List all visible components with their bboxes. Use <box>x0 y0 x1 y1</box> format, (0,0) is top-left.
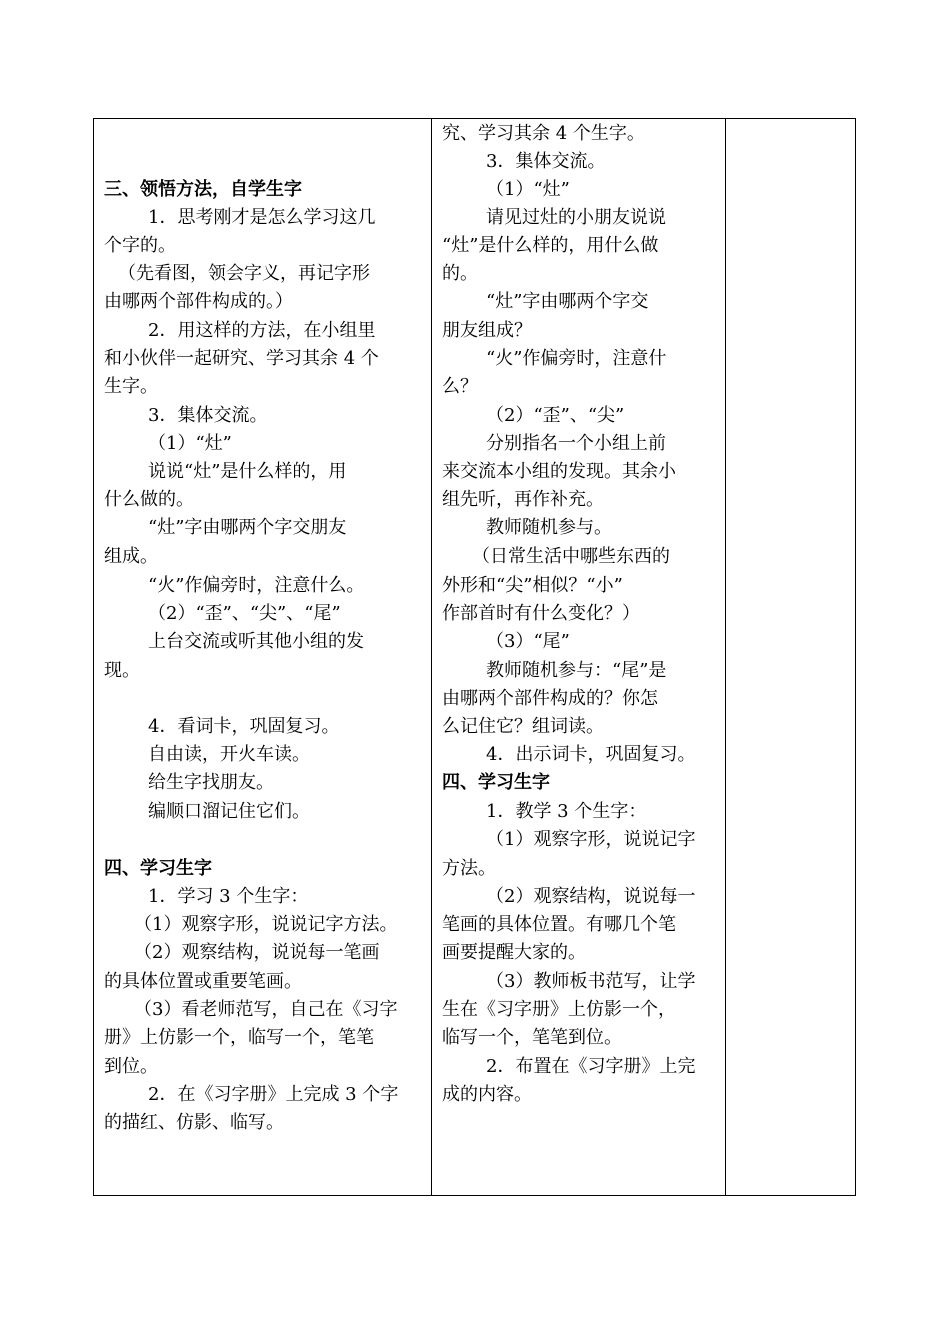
text-line: 笔画的具体位置。有哪几个笔 <box>442 914 676 935</box>
text-line: 给生字找朋友。 <box>148 772 274 793</box>
text-line: （1）观察字形，说说记字 <box>486 829 696 850</box>
text-line: 外形和“尖”相似？“小” <box>442 575 623 596</box>
text-line: 2．用这样的方法，在小组里 <box>148 320 376 341</box>
text-line: 么？ <box>442 376 478 397</box>
text-line: 临写一个，笔笔到位。 <box>442 1027 622 1048</box>
text-line: 教师随机参与：“尾”是 <box>486 660 667 681</box>
text-line: （先看图，领会字义，再记字形 <box>118 263 370 284</box>
text-line: 个字的。 <box>104 235 176 256</box>
text-line: 作部首时有什么变化？） <box>442 603 640 624</box>
text-line: 2．布置在《习字册》上完 <box>486 1056 696 1077</box>
text-line: （1）“灶” <box>486 179 570 200</box>
text-line: 教师随机参与。 <box>486 517 612 538</box>
text-line: 朋友组成？ <box>442 320 532 341</box>
text-line: （3）教师板书范写，让学 <box>486 971 696 992</box>
text-line: （3）“尾” <box>486 631 570 652</box>
text-line: 组成。 <box>104 546 158 567</box>
text-line: （2）“歪”、“尖”、“尾” <box>148 603 341 624</box>
text-line: 方法。 <box>442 858 496 879</box>
text-line: 册》上仿影一个，临写一个，笔笔 <box>104 1027 374 1048</box>
text-line: “灶”是什么样的，用什么做 <box>442 235 659 256</box>
text-line: 来交流本小组的发现。其余小 <box>442 461 676 482</box>
text-line: 么记住它？组词读。 <box>442 716 604 737</box>
text-line: 由哪两个部件构成的。） <box>104 291 293 312</box>
text-line: 的。 <box>442 263 478 284</box>
text-line: 分别指名一个小组上前 <box>486 433 666 454</box>
text-line: “灶”字由哪两个字交朋友 <box>148 517 347 538</box>
column-divider <box>431 118 432 1196</box>
text-line: 现。 <box>104 660 140 681</box>
text-line: 4．看词卡，巩固复习。 <box>148 716 340 737</box>
text-line: 的具体位置或重要笔画。 <box>104 971 302 992</box>
text-line: （2）“歪”、“尖” <box>486 405 625 426</box>
section-heading: 三、领悟方法，自学生字 <box>104 179 302 200</box>
text-line: 1．教学 3 个生字： <box>486 801 647 822</box>
text-line: 到位。 <box>104 1056 158 1077</box>
text-line: 1．学习 3 个生字： <box>148 886 309 907</box>
text-line: 2．在《习字册》上完成 3 个字 <box>148 1084 399 1105</box>
text-line: 上台交流或听其他小组的发 <box>148 631 364 652</box>
text-line: “火”作偏旁时，注意什么。 <box>148 575 365 596</box>
text-line: （2）观察结构，说说每一笔画 <box>134 942 380 963</box>
text-line: 和小伙伴一起研究、学习其余 4 个 <box>104 348 379 369</box>
text-line: 编顺口溜记住它们。 <box>148 801 310 822</box>
text-line: 自由读，开火车读。 <box>148 744 310 765</box>
text-line: 画要提醒大家的。 <box>442 942 586 963</box>
text-line: 究、学习其余 4 个生字。 <box>442 123 645 144</box>
text-line: （2）观察结构，说说每一 <box>486 886 696 907</box>
section-heading: 四、学习生字 <box>442 772 550 793</box>
column-divider <box>725 118 726 1196</box>
text-line: “灶”字由哪两个字交 <box>486 291 649 312</box>
text-line: （日常生活中哪些东西的 <box>472 546 670 567</box>
text-line: （1）“灶” <box>148 433 232 454</box>
text-line: 3．集体交流。 <box>486 151 606 172</box>
text-line: 1．思考刚才是怎么学习这几 <box>148 207 376 228</box>
text-line: 说说“灶”是什么样的，用 <box>148 461 347 482</box>
text-line: 请见过灶的小朋友说说 <box>486 207 666 228</box>
section-heading: 四、学习生字 <box>104 858 212 879</box>
text-line: 由哪两个部件构成的？你怎 <box>442 688 658 709</box>
text-line: 生在《习字册》上仿影一个， <box>442 999 676 1020</box>
text-line: （1）观察字形，说说记字方法。 <box>134 914 398 935</box>
text-line: 的描红、仿影、临写。 <box>104 1112 284 1133</box>
text-line: （3）看老师范写，自己在《习字 <box>134 999 398 1020</box>
text-line: 什么做的。 <box>104 489 194 510</box>
text-line: 成的内容。 <box>442 1084 532 1105</box>
text-line: “火”作偏旁时，注意什 <box>486 348 667 369</box>
text-line: 生字。 <box>104 376 158 397</box>
text-line: 组先听，再作补充。 <box>442 489 604 510</box>
text-line: 4．出示词卡，巩固复习。 <box>486 744 696 765</box>
text-line: 3．集体交流。 <box>148 405 268 426</box>
